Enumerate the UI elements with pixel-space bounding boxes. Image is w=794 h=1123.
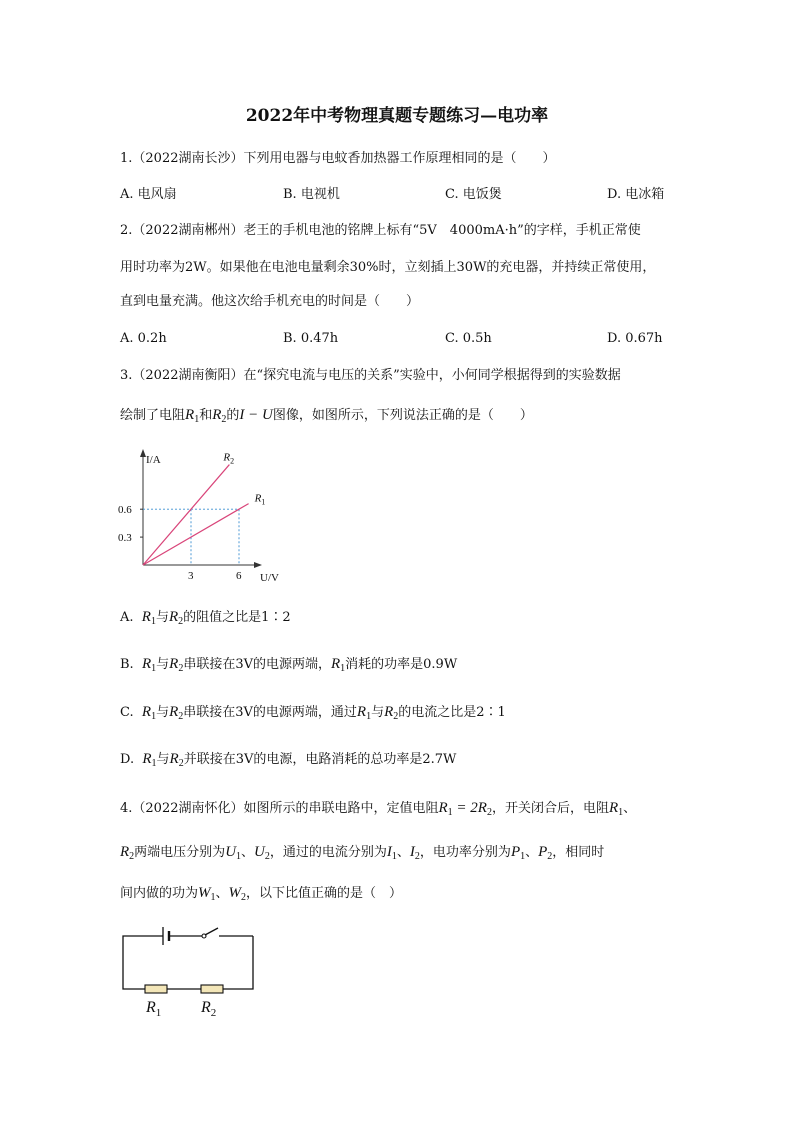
q2-stem-line3: 直到电量充满。他这次给手机充电的时间是（ ） — [120, 294, 420, 309]
q2-stem-line1: 2.（2022湖南郴州）老王的手机电池的铭牌上标有“5V 4000mA·h”的字样，手机正常使 — [120, 223, 641, 238]
q2-option-d[interactable]: D. 0.67h — [607, 331, 663, 346]
y-axis-label: I/A — [146, 454, 161, 466]
x-tick-label-2: 6 — [236, 570, 242, 582]
series-line-r2 — [143, 465, 229, 565]
q3-stem-line1: 3.（2022湖南衡阳）在“探究电流与电压的关系”实验中，小何同学根据得到的实验数据 — [120, 368, 621, 383]
q2-option-a[interactable]: A. 0.2h — [120, 331, 167, 346]
q2-stem-line2: 用时功率为2W。如果他在电池电量剩余30%时，立刻插上30W的充电器，并持续正常使用， — [120, 260, 656, 275]
q1-option-c[interactable]: C. 电饭煲 — [445, 187, 502, 202]
q1-option-b[interactable]: B. 电视机 — [283, 187, 340, 202]
resistor-r1 — [145, 985, 167, 993]
q3-option-c[interactable]: C. $R_1$与$R_2$串联接在3V的电源两端，通过$R_1$与$R_2$的电流之比是2∶1 — [120, 704, 506, 722]
q1-stem: 1.（2022湖南长沙）下列用电器与电蚊香加热器工作原理相同的是（ ） — [120, 151, 556, 166]
resistor-r2-label: $R_2$ — [201, 999, 217, 1019]
q3-stem-line2: 绘制了电阻$R_1$和$R_2$的I − U图像，如图所示，下列说法正确的是（ ） — [120, 407, 533, 425]
q2-option-b[interactable]: B. 0.47h — [283, 331, 339, 346]
q4-stem-line2: $R_2$两端电压分别为$U_1$、$U_2$，通过的电流分别为$I_1$、$I_2$，电功率分别为$P_1$、$P_2$，相同时 — [120, 844, 605, 862]
q1-option-a[interactable]: A. 电风扇 — [120, 187, 177, 202]
q1-option-d[interactable]: D. 电冰箱 — [607, 187, 665, 202]
page-title: 2022年中考物理真题专题练习—电功率 — [245, 106, 549, 126]
series-line-r1 — [143, 504, 249, 565]
series-label-r2: $R_2$ — [223, 451, 235, 466]
series-label-r1: $R_1$ — [254, 492, 266, 507]
q2-option-c[interactable]: C. 0.5h — [445, 331, 492, 346]
q3-option-a[interactable]: A. $R_1$与$R_2$的阻值之比是1∶2 — [120, 609, 291, 627]
y-tick-label-1: 0.3 — [118, 532, 132, 545]
resistor-r2 — [201, 985, 223, 993]
iu-chart — [118, 445, 298, 590]
series-circuit-diagram — [115, 920, 265, 1025]
x-tick-label-1: 3 — [188, 570, 194, 582]
switch-blade — [205, 928, 218, 935]
q4-stem-line3: 间内做的功为$W_1$、$W_2$，以下比值正确的是（ ） — [120, 885, 403, 903]
x-axis-label: U/V — [260, 572, 279, 584]
q3-option-b[interactable]: B. $R_1$与$R_2$串联接在3V的电源两端，$R_1$消耗的功率是0.9W — [120, 656, 458, 674]
circuit-wire-right — [223, 936, 253, 989]
q4-stem-line1: 4.（2022湖南怀化）如图所示的串联电路中，定值电阻$R_1 = 2R_2$，开关闭合后，电阻$R_1$、 — [120, 800, 637, 818]
q3-option-d[interactable]: D. $R_1$与$R_2$并联接在3V的电源，电路消耗的总功率是2.7W — [120, 751, 457, 769]
resistor-r1-label: $R_1$ — [146, 999, 162, 1019]
circuit-wire — [123, 936, 163, 989]
y-tick-label-2: 0.6 — [118, 504, 132, 517]
x-axis-arrow — [254, 562, 262, 568]
